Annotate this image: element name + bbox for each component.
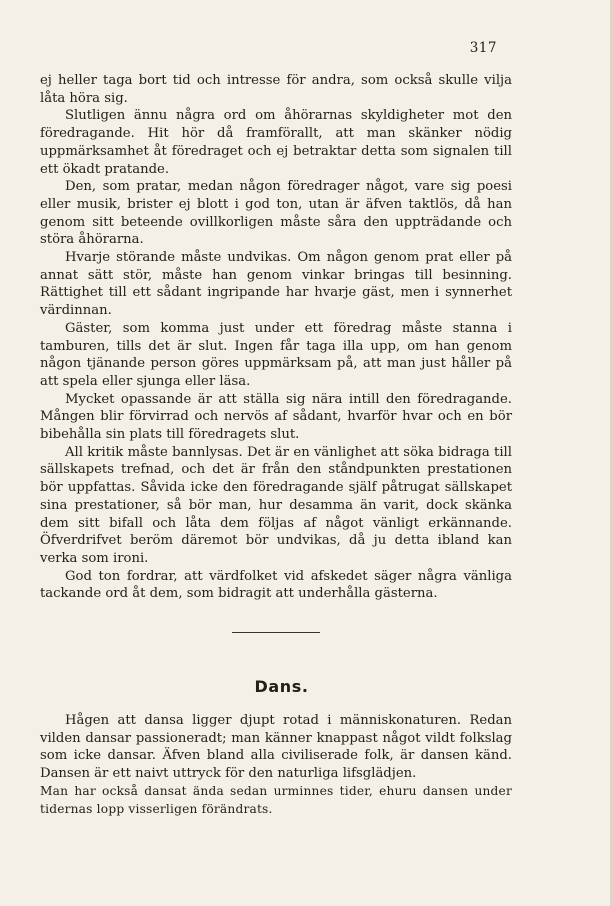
text-paragraph: Gäster, som komma just under ett föredrag måste stanna i tamburen, tills det är slut. Ingen får taga illa upp, om han genom någon tjänande person göres uppmärksam på, att man just håller på att spela eller sjunga eller läsa. xyxy=(40,320,512,389)
dans-text-block xyxy=(40,712,512,818)
text-paragraph: God ton fordrar, att värdfolket vid afskedet säger några vänliga tackande ord åt dem, som bidragit att underhålla gästerna. xyxy=(40,568,512,602)
section-divider xyxy=(232,632,320,633)
section-heading: Dans. xyxy=(254,677,309,696)
text-paragraph: Hågen att dansa ligger djupt rotad i människonaturen. Redan vilden dansar passioneradt; man känner knappast något vildt folkslag som icke dansar. Äfven bland alla civiliserade folk, är dansen känd. Dansen är ett naivt uttryck för den naturliga lifsglädjen. xyxy=(40,713,512,782)
text-paragraph: ej heller taga bort tid och intresse för andra, som också skulle vilja låta höra sig. xyxy=(40,73,512,106)
text-paragraph: Mycket opassande är att ställa sig nära intill den föredragande. Mången blir förvirrad och nervös af sådant, hvarför hvar och en bör bibehålla sin plats till föredragets slut. xyxy=(40,391,512,443)
text-paragraph: Den, som pratar, medan någon föredrager något, vare sig poesi eller musik, brister ej blott i god ton, utan är äfven taktlös, då han genom sitt beteende ovillkorligen måste såra den uppträdande och störa åhörarna. xyxy=(40,179,512,248)
page-number: 317 xyxy=(469,40,497,56)
main-text-block xyxy=(40,72,512,603)
text-paragraph: Hvarje störande måste undvikas. Om någon genom prat eller på annat sätt stör, måste han genom vinkar bringas till besinning. Rättighet till ett sådant ingripande har hvarje gäst, men i synnerhet värdinnan. xyxy=(40,250,512,319)
text-paragraph: All kritik måste bannlysas. Det är en vänlighet att söka bidraga till sällskapets trefnad, och det är från den ståndpunkten prestationen bör uppfattas. Såvida icke den föredragande själf påtrugat sällskapet sina prestationer, så bör man, hur desamma än varit, dock skänka dem sitt bifall och låta dem följas af något vänligt erkännande. Öfverdrifvet beröm däremot bör undvikas, då ju detta ibland kan verka som ironi. xyxy=(40,444,512,566)
text-paragraph: Man har också dansat ända sedan urminnes tider, ehuru dansen under tidernas lopp visserligen förändrats. xyxy=(40,783,512,816)
text-paragraph: Slutligen ännu några ord om åhörarnas skyldigheter mot den föredragande. Hit hör då framförallt, att man skänker nödig uppmärksamhet åt föredraget och ej betraktar detta som signalen till ett ökadt pratande. xyxy=(40,108,512,177)
